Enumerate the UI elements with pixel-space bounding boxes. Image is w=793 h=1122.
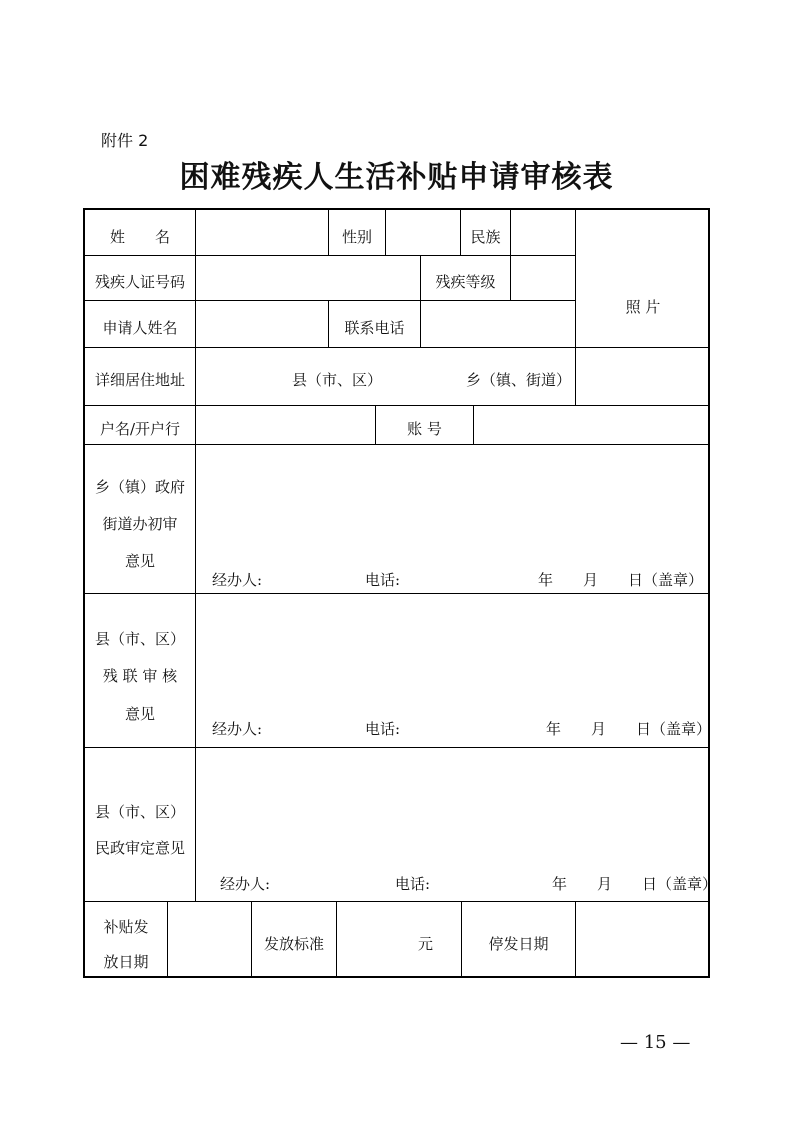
disability-cert-label: 残疾人证号码 (94, 273, 185, 291)
name-input-cell[interactable] (196, 210, 328, 255)
photo-area[interactable] (576, 210, 708, 405)
county-dpf-review-label: 县（市、区） (94, 630, 185, 648)
subsidy-date-label: 补贴发 (103, 918, 149, 936)
photo-label: 照 片 (625, 298, 661, 316)
county-text: 县（市、区） (292, 371, 383, 389)
handler-label: 经办人: (212, 720, 263, 738)
stop-date-input-cell[interactable] (576, 902, 708, 976)
date-seal-label: 年 月 日（盖章） (538, 571, 704, 589)
phone-label: 电话: (365, 720, 401, 738)
gender-input-cell[interactable] (386, 210, 460, 255)
applicant-name-label: 申请人姓名 (102, 319, 178, 337)
township-text: 乡（镇、街道） (466, 371, 572, 389)
date-seal-label: 年 月 日（盖章） (552, 875, 718, 893)
civil-affairs-review-label: 县（市、区） (94, 803, 185, 821)
page-number: — 15 — (620, 1032, 691, 1053)
account-number-label: 账 号 (407, 420, 442, 438)
township-review-label: 街道办初审 (102, 515, 178, 533)
ethnicity-label: 民族 (470, 228, 501, 246)
applicant-name-input-cell[interactable] (196, 301, 328, 347)
gender-label: 性别 (341, 228, 372, 246)
date-seal-label: 年 月 日（盖章） (546, 720, 712, 738)
address-label: 详细居住地址 (94, 371, 185, 389)
contact-phone-label: 联系电话 (344, 319, 405, 337)
account-name-input-cell[interactable] (196, 406, 375, 444)
phone-label: 电话: (395, 875, 431, 893)
account-name-label: 户名/开户行 (99, 420, 181, 438)
disability-cert-input-cell[interactable] (196, 256, 420, 300)
disability-level-input-cell[interactable] (511, 256, 575, 300)
account-number-input-cell[interactable] (474, 406, 708, 444)
payment-standard-input-cell[interactable] (337, 902, 461, 976)
subsidy-date-label: 放日期 (103, 953, 149, 971)
county-dpf-review-label: 残 联 审 核 (102, 667, 178, 685)
civil-affairs-review-label: 民政审定意见 (94, 839, 185, 857)
handler-label: 经办人: (212, 571, 263, 589)
civil-affairs-opinion-area[interactable] (196, 748, 708, 868)
subsidy-date-input-cell[interactable] (168, 902, 251, 976)
county-dpf-review-label: 意见 (124, 705, 155, 723)
phone-label: 电话: (365, 571, 401, 589)
ethnicity-input-cell[interactable] (511, 210, 575, 255)
county-dpf-opinion-area[interactable] (196, 594, 708, 714)
handler-label: 经办人: (220, 875, 271, 893)
contact-phone-input-cell[interactable] (421, 301, 575, 347)
form-title: 困难残疾人生活补贴申请审核表 (179, 160, 614, 195)
name-label: 姓 名 (109, 228, 170, 246)
township-review-label: 意见 (124, 552, 155, 570)
address-input-cell[interactable] (196, 348, 575, 405)
currency-unit: 元 (418, 935, 434, 953)
township-opinion-area[interactable] (196, 445, 708, 565)
disability-level-label: 残疾等级 (435, 273, 496, 291)
stop-date-label: 停发日期 (488, 935, 549, 953)
payment-standard-label: 发放标准 (263, 935, 324, 953)
attachment-label: 附件 2 (101, 131, 149, 150)
township-review-label: 乡（镇）政府 (94, 478, 185, 496)
